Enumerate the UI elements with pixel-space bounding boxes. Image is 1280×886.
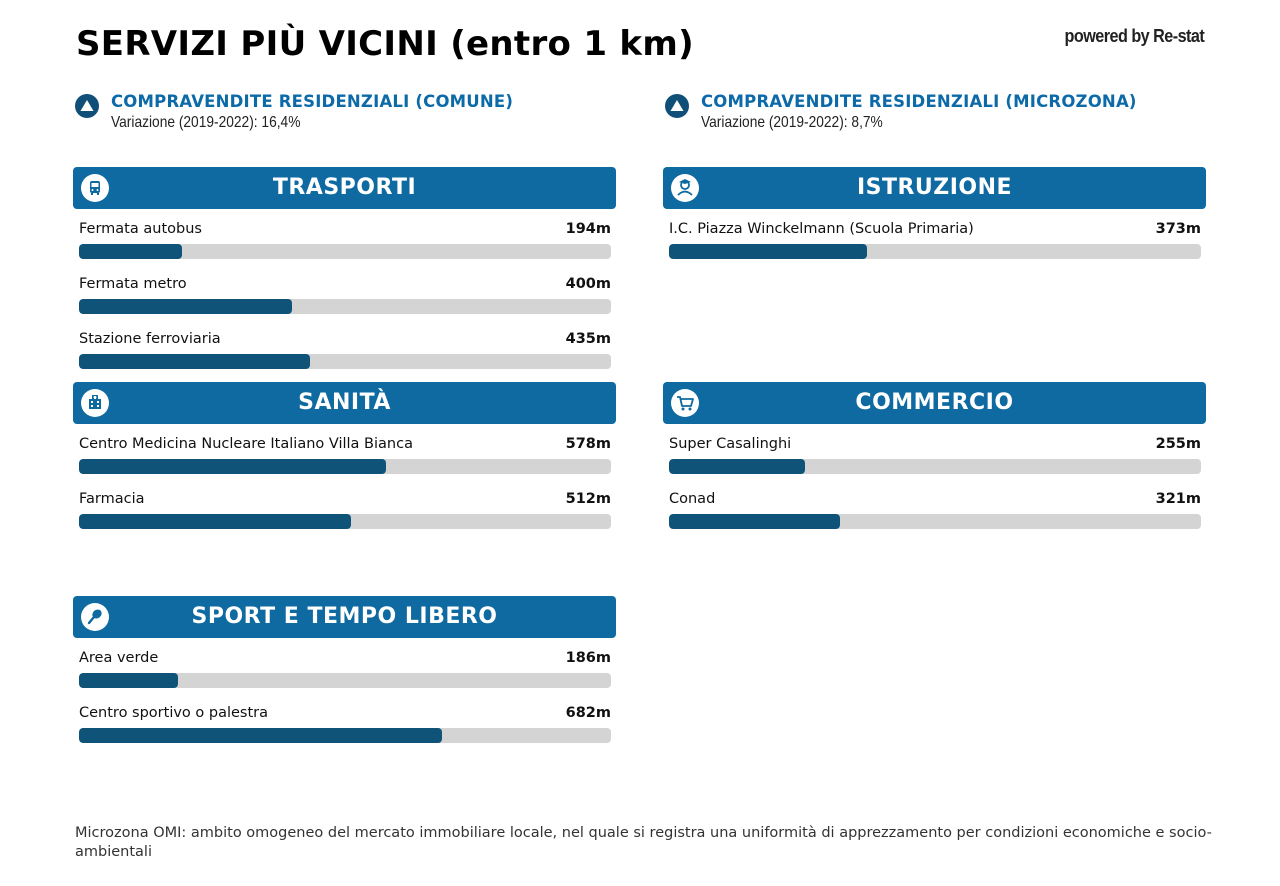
distance-value: 194m [565,221,611,237]
distance-bar [79,728,442,743]
distance-value: 682m [565,705,611,721]
section-title: SANITÀ [298,390,391,415]
distance-bar-track [669,244,1201,259]
service-label: Area verde [79,650,159,666]
trend-title: COMPRAVENDITE RESIDENZIALI (COMUNE) [111,92,514,111]
service-row [663,209,1206,264]
trend-subtitle: Variazione (2019-2022): 16,4% [111,114,301,131]
service-row [73,209,616,264]
footnote: Microzona OMI: ambito omogeneo del mercato immobiliare locale, nel quale si registra una uniformità di apprezzamento per condizioni economiche e socio-ambientali [75,825,1212,860]
section-items [73,424,616,534]
section-trasporti [73,167,616,374]
section-title: SPORT E TEMPO LIBERO [191,604,498,629]
section-commercio [663,382,1206,534]
service-label: Centro Medicina Nucleare Italiano Villa Bianca [79,436,413,452]
section-items [663,424,1206,534]
service-row [663,479,1206,534]
service-label: Super Casalinghi [669,436,792,452]
service-label: I.C. Piazza Winckelmann (Scuola Primaria) [669,221,974,237]
distance-value: 512m [565,491,611,507]
distance-bar [669,244,867,259]
distance-bar [79,299,292,314]
distance-value: 435m [565,331,611,347]
powered-by-label: powered by Re-stat [1064,26,1204,46]
distance-bar-track [669,459,1201,474]
triangle-up-icon [665,94,689,118]
trend-title: COMPRAVENDITE RESIDENZIALI (MICROZONA) [701,92,1137,111]
section-header [73,167,616,209]
section-header [73,596,616,638]
distance-bar-track [669,514,1201,529]
service-label: Centro sportivo o palestra [79,705,269,721]
service-row [73,264,616,319]
distance-value: 578m [565,436,611,452]
section-title: TRASPORTI [272,175,417,200]
distance-bar-track [79,514,611,529]
section-sport [73,596,616,748]
distance-value: 373m [1155,221,1201,237]
service-row [663,424,1206,479]
section-items [73,209,616,374]
distance-value: 255m [1155,436,1201,452]
distance-bar-track [79,673,611,688]
section-sanita [73,382,616,534]
service-label: Fermata metro [79,276,187,292]
section-items [663,209,1206,264]
section-title: COMMERCIO [855,390,1014,415]
trend-subtitle: Variazione (2019-2022): 8,7% [701,114,883,131]
distance-bar-track [79,354,611,369]
section-title: ISTRUZIONE [856,175,1013,200]
distance-bar [669,514,840,529]
service-row [73,424,616,479]
section-header [663,167,1206,209]
service-label: Farmacia [79,491,145,507]
distance-bar [669,459,805,474]
distance-value: 400m [565,276,611,292]
distance-bar-track [79,728,611,743]
distance-bar [79,354,310,369]
distance-value: 321m [1155,491,1201,507]
distance-bar [79,459,386,474]
service-row [73,693,616,748]
triangle-up-icon [75,94,99,118]
section-header [663,382,1206,424]
distance-bar-track [79,459,611,474]
section-istruzione [663,167,1206,264]
service-row [73,479,616,534]
page-title: SERVIZI PIÙ VICINI (entro 1 km) [76,24,694,64]
distance-bar [79,514,351,529]
service-row [73,319,616,374]
service-label: Conad [669,491,716,507]
distance-value: 186m [565,650,611,666]
distance-bar-track [79,299,611,314]
service-label: Stazione ferroviaria [79,331,221,347]
distance-bar [79,673,178,688]
section-items [73,638,616,748]
service-label: Fermata autobus [79,221,202,237]
distance-bar-track [79,244,611,259]
section-header [73,382,616,424]
distance-bar [79,244,182,259]
service-row [73,638,616,693]
